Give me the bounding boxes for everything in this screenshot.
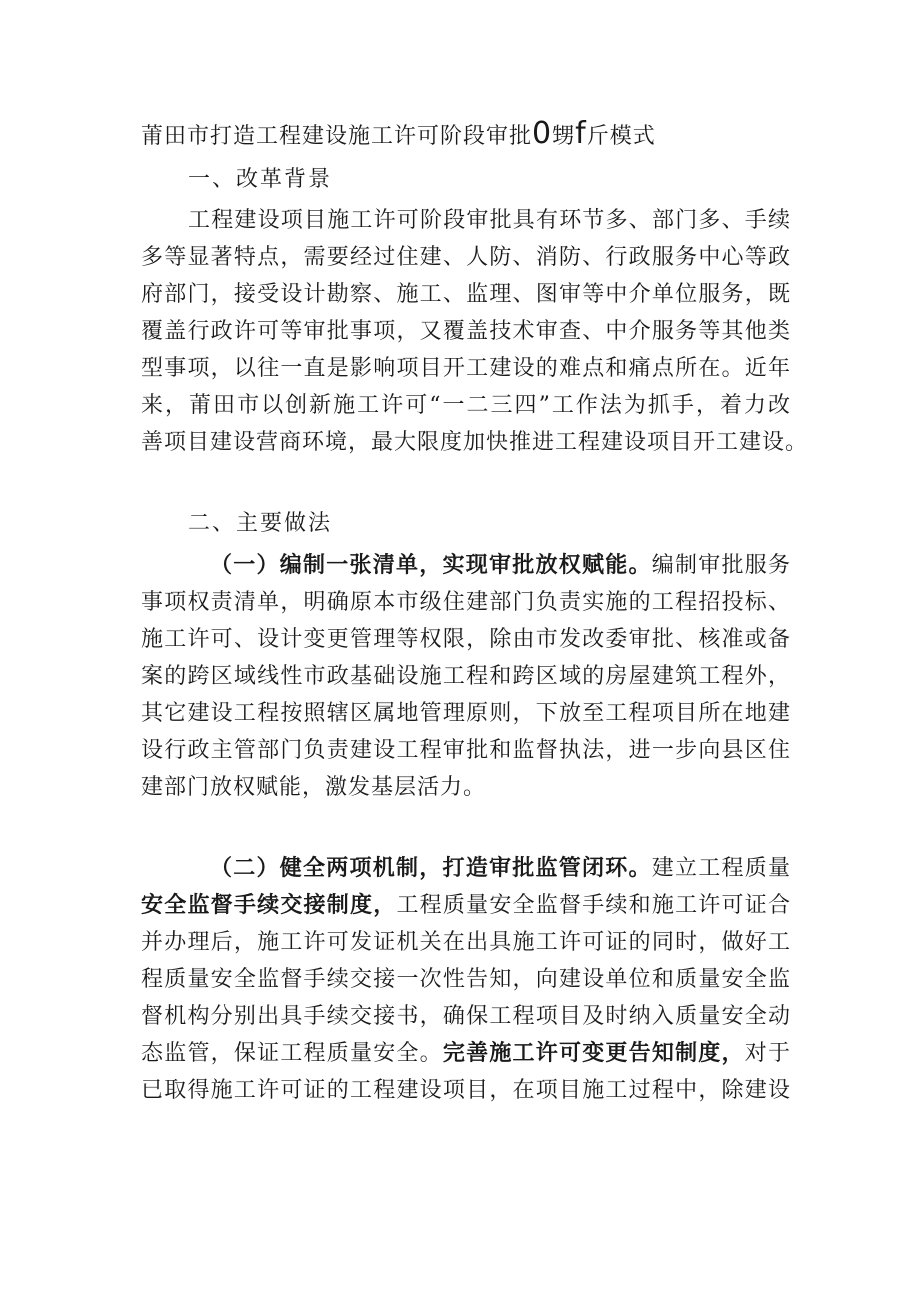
document-title	[141, 116, 801, 155]
text-line	[141, 1035, 791, 1072]
text-line: 工程建设项目施工许可阶段审批具有环节多、部门多、手续	[188, 208, 791, 233]
paragraph-background	[141, 239, 809, 461]
item2-line2-lead: 安全监督手续交接制度，	[141, 892, 397, 918]
text-line: 型事项，以往一直是影响项目开工建设的难点和痛点所在。近年	[141, 356, 791, 381]
text-line: 多等显著特点，需要经过住建、人防、消防、行政服务中心等政	[141, 245, 791, 270]
text-line: 善项目建设营商环境，最大限度加快推进工程建设项目开工建设。	[141, 430, 809, 455]
text-line: 建部门放权赋能，激发基层活力。	[141, 775, 487, 800]
text-line: 已取得施工许可证的工程建设项目，在项目施工过程中，除建设	[141, 1078, 791, 1103]
text-line: 并办理后，施工许可发证机关在出具施工许可证的同时，做好工	[141, 930, 791, 955]
section-heading-background: 一、改革背景	[188, 167, 333, 192]
paragraph-item2	[141, 887, 791, 1109]
text-line: 施工许可、设计变更管理等权限，除由市发改委审批、核准或备	[141, 627, 791, 652]
text-line: 程质量安全监督手续交接一次性告知，向建设单位和质量安全监	[141, 967, 791, 992]
title-glyph-1: 0	[532, 116, 553, 151]
text-line: 督机构分别出具手续交接书，确保工程项目及时纳入质量安全动	[141, 1004, 791, 1029]
paragraph-item1	[141, 584, 791, 806]
item2-lead: （二）健全两项机制，打造审批监管闭环。	[210, 855, 652, 881]
paragraph-item1-first-line	[210, 547, 791, 584]
paragraph-background-first-line	[188, 202, 791, 239]
text-line: 设行政主管部门负责建设工程审批和监督执法，进一步向县区住	[141, 738, 791, 763]
text-line	[210, 547, 791, 584]
text-line: 来，莆田市以创新施工许可“一二三四”工作法为抓手，着力改	[141, 393, 791, 418]
item2-line6-post: 对于	[744, 1041, 791, 1066]
paragraph-item2-first-line	[210, 850, 791, 887]
item2-first-rest: 建立工程质量	[651, 856, 791, 881]
text-line	[210, 850, 791, 887]
title-text-pre: 莆田市打造工程建设施工许可阶段审批	[141, 124, 533, 149]
title-glyph-2: f	[575, 116, 587, 151]
text-line: 其它建设工程按照辖区属地管理原则，下放至工程项目所在地建	[141, 701, 791, 726]
item2-line2-rest: 工程质量安全监督手续和施工许可证合	[396, 893, 791, 918]
title-text-post: 斤模式	[586, 124, 656, 149]
item2-line6-bold: 完善施工许可变更告知制度，	[442, 1040, 745, 1066]
text-line: 府部门，接受设计勘察、施工、监理、图审等中介单位服务，既	[141, 282, 791, 307]
item1-first-rest: 编制审批服务	[651, 553, 791, 578]
text-line: 案的跨区域线性市政基础设施工程和跨区域的房屋建筑工程外，	[141, 664, 791, 689]
text-line: 事项权责清单，明确原本市级住建部门负责实施的工程招投标、	[141, 590, 791, 615]
item1-lead: （一）编制一张清单，实现审批放权赋能。	[210, 552, 652, 578]
section-heading-practices: 二、主要做法	[188, 511, 333, 536]
title-text-mid: 甥	[552, 124, 576, 149]
text-line: 覆盖行政许可等审批事项，又覆盖技术审查、中介服务等其他类	[141, 319, 791, 344]
text-line	[141, 887, 791, 924]
item2-line6-pre: 态监管，保证工程质量安全。	[141, 1041, 443, 1066]
